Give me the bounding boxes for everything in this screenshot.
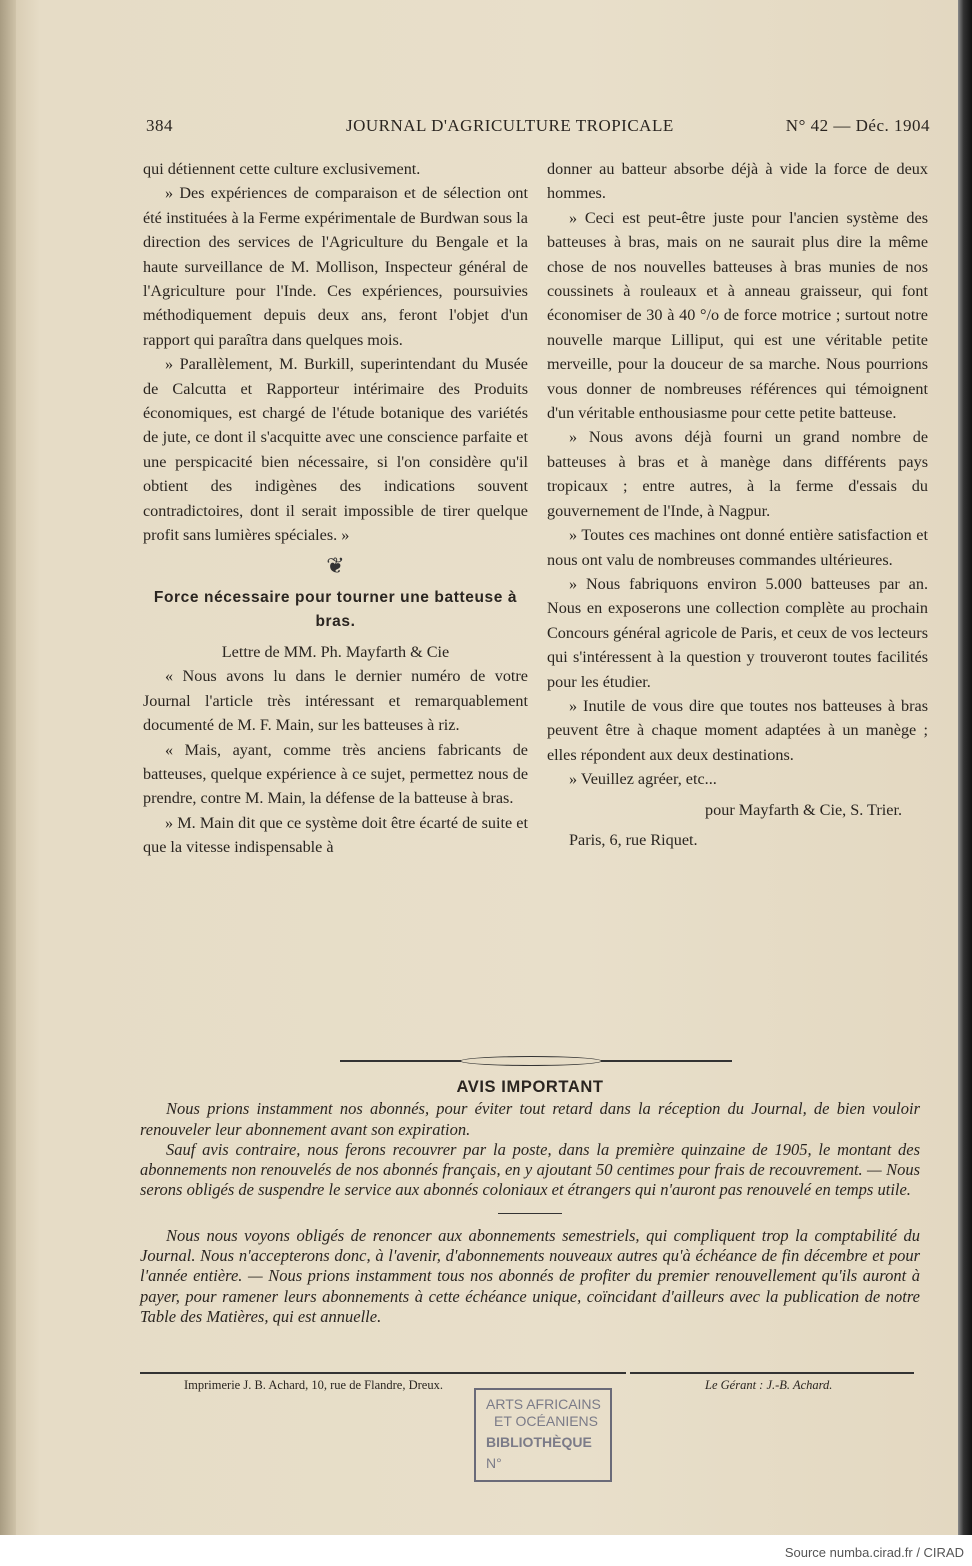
signature: pour Mayfarth & Cie, S. Trier. [705,800,902,819]
article-title: Force nécessaire pour tourner une batteuse à bras. [153,588,518,630]
stamp-line: BIBLIOTHÈQUE [486,1434,592,1450]
left-column [143,157,528,860]
running-header [146,116,930,138]
paragraph: » M. Main dit que ce système doit être écarté de suite et que la vitesse indispensable à [143,813,528,857]
stamp-line: N° [486,1455,502,1471]
notice-paragraph: Nous prions instamment nos abonnés, pour éviter tout retard dans la réception du Journal, de bien vouloir renouveler leur abonnement avant son expiration. [140,1099,920,1139]
footer-rule [140,1372,626,1374]
journal-title: JOURNAL D'AGRICULTURE TROPICALE [346,116,674,135]
book-spine-edge [958,0,972,1535]
footer-rule [630,1372,914,1374]
paragraph: » Nous fabriquons environ 5.000 batteuses par an. Nous en exposerons une collection complète au prochain Concours général agricole de Paris, et ceux de vos lecteurs qui s'intéressent à la question y trouveront toutes facilités pour les étudier. [547,574,928,691]
paragraph: » Des expériences de comparaison et de sélection ont été instituées à la Ferme expérimentale de Burdwan sous la direction des services de l'Agriculture du Bengale et la haute surveillance de M. Mollison, Inspecteur général de l'Agriculture pour l'Inde. Ces expériences, poursuivies méthodiquement depuis deux ans, feront l'objet d'un rapport qui paraîtra dans quelques mois. [143,184,528,349]
paragraph: » Toutes ces machines ont donné entière satisfaction et nous ont valu de nombreuses commandes ultérieures. [547,526,928,569]
notice-paragraph: Sauf avis contraire, nous ferons recouvrer par la poste, dans la première quinzaine de 1905, le montant des abonnements non renouvelés de nos abonnés français, en y ajoutant 50 centimes pour frais de recouvrement. — Nous serons obligés de suspendre le service aux abonnés coloniaux et étrangers qui n'auront pas renouvelé en temps utile. [140,1139,920,1200]
address: Paris, 6, rue Riquet. [569,830,698,849]
printer-credit: Imprimerie J. B. Achard, 10, rue de Flandre, Dreux. [184,1378,443,1392]
page-binding-edge [0,0,16,1535]
paragraph: « Nous avons lu dans le dernier numéro de votre Journal l'article très intéressant et remarquablement documenté de M. F. Main, sur les batteuses à riz. [143,667,528,735]
article-byline: Lettre de MM. Ph. Mayfarth & Cie [221,642,450,661]
divider [498,1213,562,1214]
ornamental-divider [340,1060,732,1062]
issue-date: N° 42 — Déc. 1904 [785,116,930,135]
library-stamp [474,1388,612,1482]
right-column [547,157,928,852]
notice-paragraph: Nous nous voyons obligés de renoncer aux abonnements semestriels, qui compliquent trop la comptabilité du Journal. Nous n'accepterons donc, à l'avenir, d'abonnements nouveaux autres qu'à échéance de fin décembre et pour l'année entière. — Nous prions instamment tous nos abonnés de profiter du premier renouvellement qu'ils auront à payer, pour ramener leurs abonnements à cette échéance unique, coïncidant d'ailleurs avec la publication de notre Table des Matières, qui est annuelle. [140,1225,920,1326]
page-number: 384 [146,116,173,135]
paragraph: « Mais, ayant, comme très anciens fabricants de batteuses, quelque expérience à ce sujet, permettez nous de prendre, contre M. Main, la défense de la batteuse à bras. [143,740,528,808]
notice-title: AVIS IMPORTANT [456,1078,604,1096]
paragraph: donner au batteur absorbe déjà à vide la force de deux hommes. [547,160,928,203]
manager-credit: Le Gérant : J.-B. Achard. [705,1378,833,1392]
ornament-icon: ❦ [326,552,345,578]
paragraph: » Veuillez agréer, etc... [569,770,717,789]
source-credit: Source numba.cirad.fr / CIRAD [784,1545,964,1560]
stamp-line: ARTS AFRICAINS [486,1396,601,1412]
paragraph: qui détiennent cette culture exclusivement. [143,160,421,178]
notice-box [140,1077,920,1327]
stamp-line: ET OCÉANIENS [494,1413,598,1429]
paragraph: » Ceci est peut-être juste pour l'ancien système des batteuses à bras, mais on ne saurait plus dire la même chose de nos nouvelles batteuses à bras munies de nos coussinets à rouleaux et à anneau graisseur, qui font économiser de 30 à 40 °/o de force motrice ; surtout notre nouvelle marque Lilliput, qui est une véritable petite merveille, pour la douceur de sa marche. Nous pourrions vous donner de nombreuses références qui témoignent d'un véritable enthousiasme pour cette petite batteuse. [547,208,928,423]
paragraph: » Parallèlement, M. Burkill, superintendant du Musée de Calcutta et Rapporteur intérimaire des Produits économiques, est chargé de l'étude botanique des variétés de jute, ce dont il s'acquitte avec une conscience parfaite et une perspicacité bien nécessaire, si l'on considère qu'il obtient des indigènes des indications souvent contradictoires, dont il serait impossible de tirer quelque profit sans lumières spéciales. » [143,355,528,545]
paragraph: » Nous avons déjà fourni un grand nombre de batteuses à bras et à manège dans différents pays tropicaux ; entre autres, à la ferme d'essais du gouvernement de l'Inde, à Nagpur. [547,428,928,520]
paragraph: » Inutile de vous dire que toutes nos batteuses à bras peuvent être à chaque moment adaptées à un manège ; elles répondent aux deux destinations. [547,696,928,764]
